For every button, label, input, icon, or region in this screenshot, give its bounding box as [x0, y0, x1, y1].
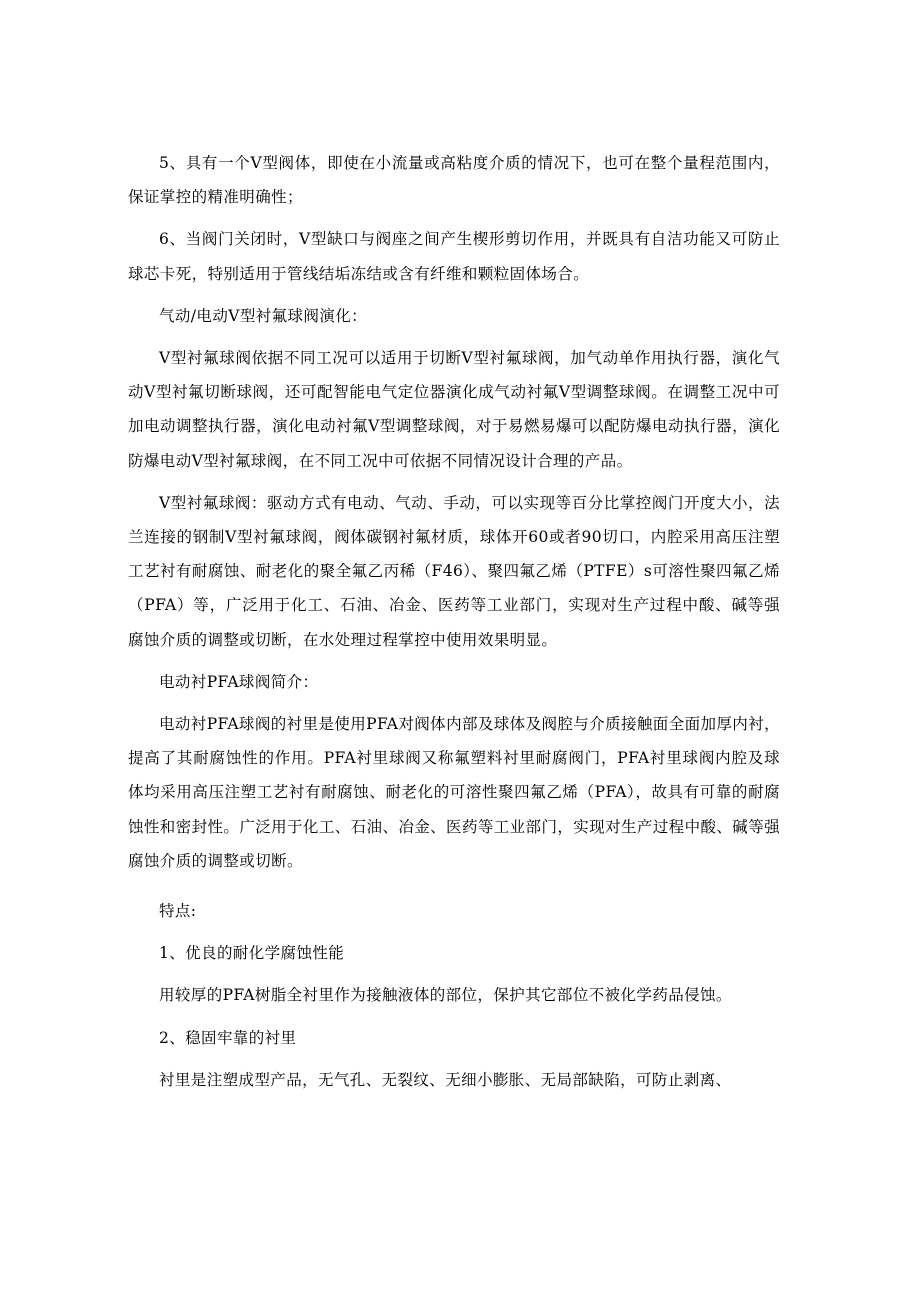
- paragraph-evolution: V型衬氟球阀依据不同工况可以适用于切断V型衬氟球阀，加气动单作用执行器，演化气动V型衬氟切断球阀，还可配智能电气定位器演化成气动衬氟V型调整球阀。在调整工况中可加电动调整执行器，演化电动衬氟V型调整球阀，对于易燃易爆可以配防爆电动执行器，演化防爆电动V型衬氟球阀，在不同工况中可依据不同情况设计合理的产品。: [128, 349, 780, 470]
- section-heading-pfa-intro: 电动衬PFA球阀简介：: [159, 672, 319, 691]
- paragraph-feature-6: 6、当阀门关闭时，V型缺口与阀座之间产生楔形剪切作用，并既具有自洁功能又可防止球芯卡死，特别适用于管线结垢冻结或含有纤维和颗粒固体场合。: [128, 230, 780, 283]
- feature-text-2: 衬里是注塑成型产品，无气孔、无裂纹、无细小膨胀、无局部缺陷，可防止剥离、: [159, 1070, 732, 1089]
- paragraph-pfa-intro: 电动衬PFA球阀的衬里是使用PFA对阀体内部及球体及阀腔与介质接触面全面加厚内衬，提高了其耐腐蚀性的作用。PFA衬里球阀又称氟塑料衬里耐腐阀门，PFA衬里球阀内腔及球体均采用高压注塑工艺衬有耐腐蚀、耐老化的可溶性聚四氟乙烯（PFA），故具有可靠的耐腐蚀性和密封性。广泛用于化工、石油、冶金、医药等工业部门，实现对生产过程中酸、碱等强腐蚀介质的调整或切断。: [128, 715, 780, 870]
- paragraph-v-type-valve: V型衬氟球阀：驱动方式有电动、气动、手动，可以实现等百分比掌控阀门开度大小，法兰连接的钢制V型衬氟球阀，阀体碳钢衬氟材质，球体开60或者90切口，内腔采用高压注塑工艺衬有耐腐蚀、耐老化的聚全氟乙丙稀（F46）、聚四氟乙烯（PTFE）s可溶性聚四氟乙烯（PFA）等，广泛用于化工、石油、冶金、医药等工业部门，实现对生产过程中酸、碱等强腐蚀介质的调整或切断，在水处理过程掌控中使用效果明显。: [128, 493, 780, 649]
- section-heading-evolution: 气动/电动V型衬氟球阀演化：: [159, 306, 368, 325]
- feature-text-1: 用较厚的PFA树脂全衬里作为接触液体的部位，保护其它部位不被化学药品侵蚀。: [159, 986, 732, 1005]
- section-heading-features: 特点:: [159, 902, 197, 921]
- paragraph-feature-5: 5、具有一个V型阀体，即使在小流量或高粘度介质的情况下，也可在整个量程范围内，保证掌控的精准明确性；: [128, 154, 780, 207]
- document-body: [128, 146, 780, 1105]
- feature-heading-2: 2、稳固牢靠的衬里: [159, 1028, 297, 1047]
- feature-heading-1: 1、优良的耐化学腐蚀性能: [159, 944, 345, 963]
